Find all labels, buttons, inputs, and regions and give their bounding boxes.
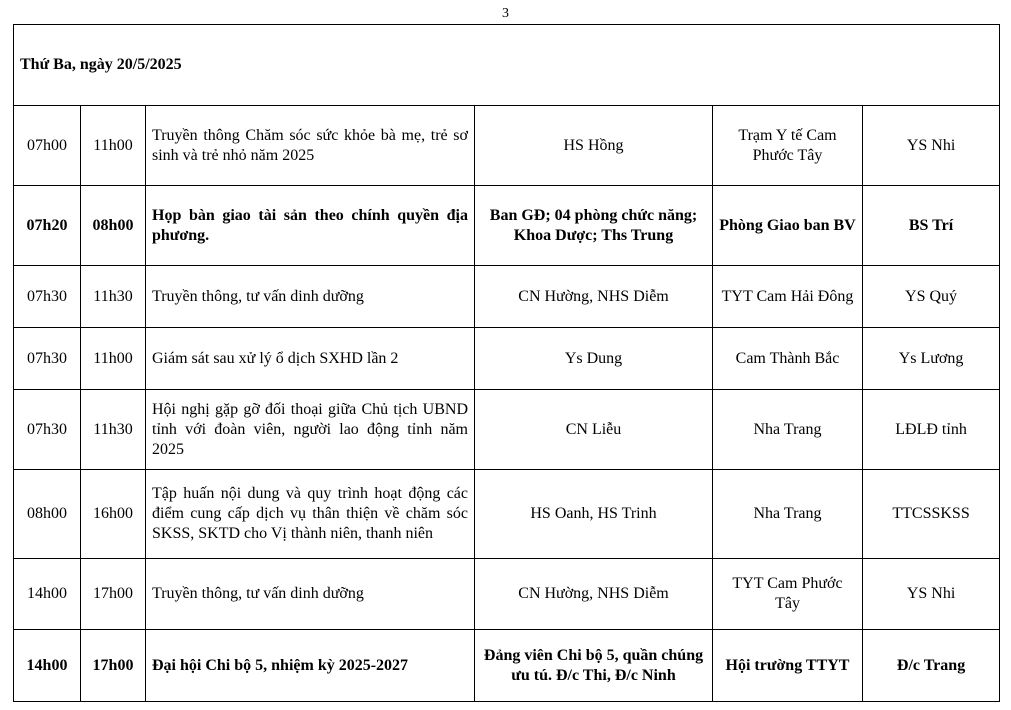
- end-time: 17h00: [81, 630, 146, 702]
- activity-content: Họp bàn giao tài sản theo chính quyền địa phương.: [146, 186, 475, 266]
- location: Trạm Y tế Cam Phước Tây: [713, 106, 863, 186]
- lead: BS Trí: [863, 186, 1000, 266]
- location: Phòng Giao ban BV: [713, 186, 863, 266]
- table-row: [14, 106, 1000, 186]
- end-time: 11h00: [81, 328, 146, 390]
- table-row: [14, 186, 1000, 266]
- end-time: 08h00: [81, 186, 146, 266]
- activity-content: Hội nghị gặp gỡ đối thoại giữa Chủ tịch UBND tỉnh với đoàn viên, người lao động tỉnh năm 2025: [146, 390, 475, 470]
- table-row: [14, 559, 1000, 630]
- activity-content: Giám sát sau xử lý ổ dịch SXHD lần 2: [146, 328, 475, 390]
- participants: Ban GĐ; 04 phòng chức năng; Khoa Dược; Ths Trung: [475, 186, 713, 266]
- participants: Ys Dung: [475, 328, 713, 390]
- participants: CN Hường, NHS Diễm: [475, 559, 713, 630]
- table-row: [14, 470, 1000, 559]
- end-time: 16h00: [81, 470, 146, 559]
- location: Hội trường TTYT: [713, 630, 863, 702]
- start-time: 07h00: [14, 106, 81, 186]
- location: Nha Trang: [713, 470, 863, 559]
- page-number: 3: [502, 6, 509, 21]
- lead: Đ/c Trang: [863, 630, 1000, 702]
- lead: YS Quý: [863, 266, 1000, 328]
- participants: HS Oanh, HS Trinh: [475, 470, 713, 559]
- lead: Ys Lương: [863, 328, 1000, 390]
- activity-content: Truyền thông Chăm sóc sức khỏe bà mẹ, trẻ sơ sinh và trẻ nhỏ năm 2025: [146, 106, 475, 186]
- lead: LĐLĐ tỉnh: [863, 390, 1000, 470]
- table-row: [14, 266, 1000, 328]
- end-time: 11h30: [81, 266, 146, 328]
- day-header-row: [14, 25, 1000, 106]
- location: TYT Cam Phước Tây: [713, 559, 863, 630]
- activity-content: Truyền thông, tư vấn dinh dưỡng: [146, 266, 475, 328]
- start-time: 14h00: [14, 630, 81, 702]
- activity-content: Đại hội Chi bộ 5, nhiệm kỳ 2025-2027: [146, 630, 475, 702]
- start-time: 07h30: [14, 328, 81, 390]
- end-time: 11h30: [81, 390, 146, 470]
- schedule-table: [13, 24, 1000, 702]
- day-header: Thứ Ba, ngày 20/5/2025: [14, 25, 1000, 106]
- end-time: 11h00: [81, 106, 146, 186]
- participants: Đảng viên Chi bộ 5, quần chúng ưu tú. Đ/c Thi, Đ/c Ninh: [475, 630, 713, 702]
- lead: YS Nhi: [863, 106, 1000, 186]
- start-time: 08h00: [14, 470, 81, 559]
- end-time: 17h00: [81, 559, 146, 630]
- table-row: [14, 390, 1000, 470]
- start-time: 14h00: [14, 559, 81, 630]
- start-time: 07h30: [14, 390, 81, 470]
- participants: HS Hồng: [475, 106, 713, 186]
- participants: CN Hường, NHS Diễm: [475, 266, 713, 328]
- lead: TTCSSKSS: [863, 470, 1000, 559]
- start-time: 07h30: [14, 266, 81, 328]
- table-row: [14, 630, 1000, 702]
- location: Nha Trang: [713, 390, 863, 470]
- activity-content: Tập huấn nội dung và quy trình hoạt động các điểm cung cấp dịch vụ thân thiện về chăm sóc SKSS, SKTD cho Vị thành niên, thanh niên: [146, 470, 475, 559]
- location: Cam Thành Bắc: [713, 328, 863, 390]
- activity-content: Truyền thông, tư vấn dinh dưỡng: [146, 559, 475, 630]
- location: TYT Cam Hải Đông: [713, 266, 863, 328]
- participants: CN Liễu: [475, 390, 713, 470]
- lead: YS Nhi: [863, 559, 1000, 630]
- table-row: [14, 328, 1000, 390]
- start-time: 07h20: [14, 186, 81, 266]
